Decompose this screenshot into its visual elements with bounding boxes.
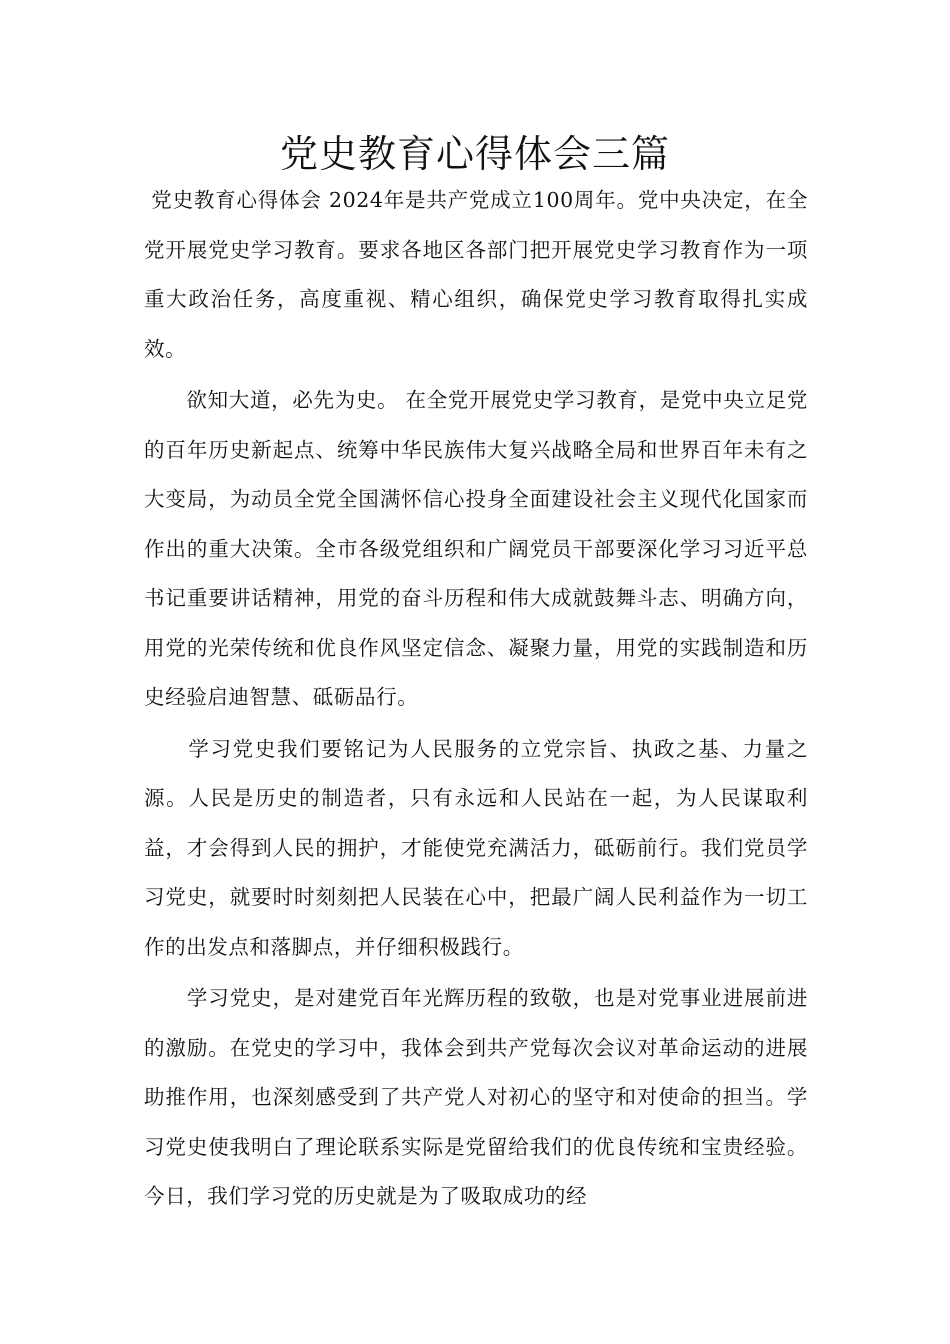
paragraph-intro: 党史教育心得体会 2024年是共产党成立100周年。党中央决定，在全党开展党史学习教育。要求各地区各部门把开展党史学习教育作为一项重大政治任务，高度重视、精心组织，确保党史学习教育取得扎实成效。 xyxy=(144,188,808,361)
paragraph-study: 学习党史，是对建党百年光辉历程的致敬，也是对党事业进展前进的激励。在党史的学习中，我体会到共产党每次会议对革命运动的进展助推作用，也深刻感受到了共产党人对初心的坚守和对使命的担当。学习党史使我明白了理论联系实际是党留给我们的优良传统和宝贵经验。今日，我们学习党的历史就是为了吸取成功的经 xyxy=(144,986,808,1208)
document-body xyxy=(144,176,808,1224)
document-title: 党史教育心得体会三篇 xyxy=(279,132,670,176)
paragraph-history: 欲知大道，必先为史。 在全党开展党史学习教育，是党中央立足党的百年历史新起点、统筹中华民族伟大复兴战略全局和世界百年未有之大变局，为动员全党全国满怀信心投身全面建设社会主义现代化国家而作出的重大决策。全市各级党组织和广阔党员干部要深化学习习近平总书记重要讲话精神，用党的奋斗历程和伟大成就鼓舞斗志、明确方向，用党的光荣传统和优良作风坚定信念、凝聚力量，用党的实践制造和历史经验启迪智慧、砥砺品行。 xyxy=(144,388,808,709)
paragraph-people: 学习党史我们要铭记为人民服务的立党宗旨、执政之基、力量之源。人民是历史的制造者，只有永远和人民站在一起，为人民谋取利益，才会得到人民的拥护，才能使党充满活力，砥砺前行。我们党员学习党史，就要时时刻刻把人民装在心中，把最广阔人民利益作为一切工作的出发点和落脚点，并仔细积极践行。 xyxy=(144,736,808,959)
